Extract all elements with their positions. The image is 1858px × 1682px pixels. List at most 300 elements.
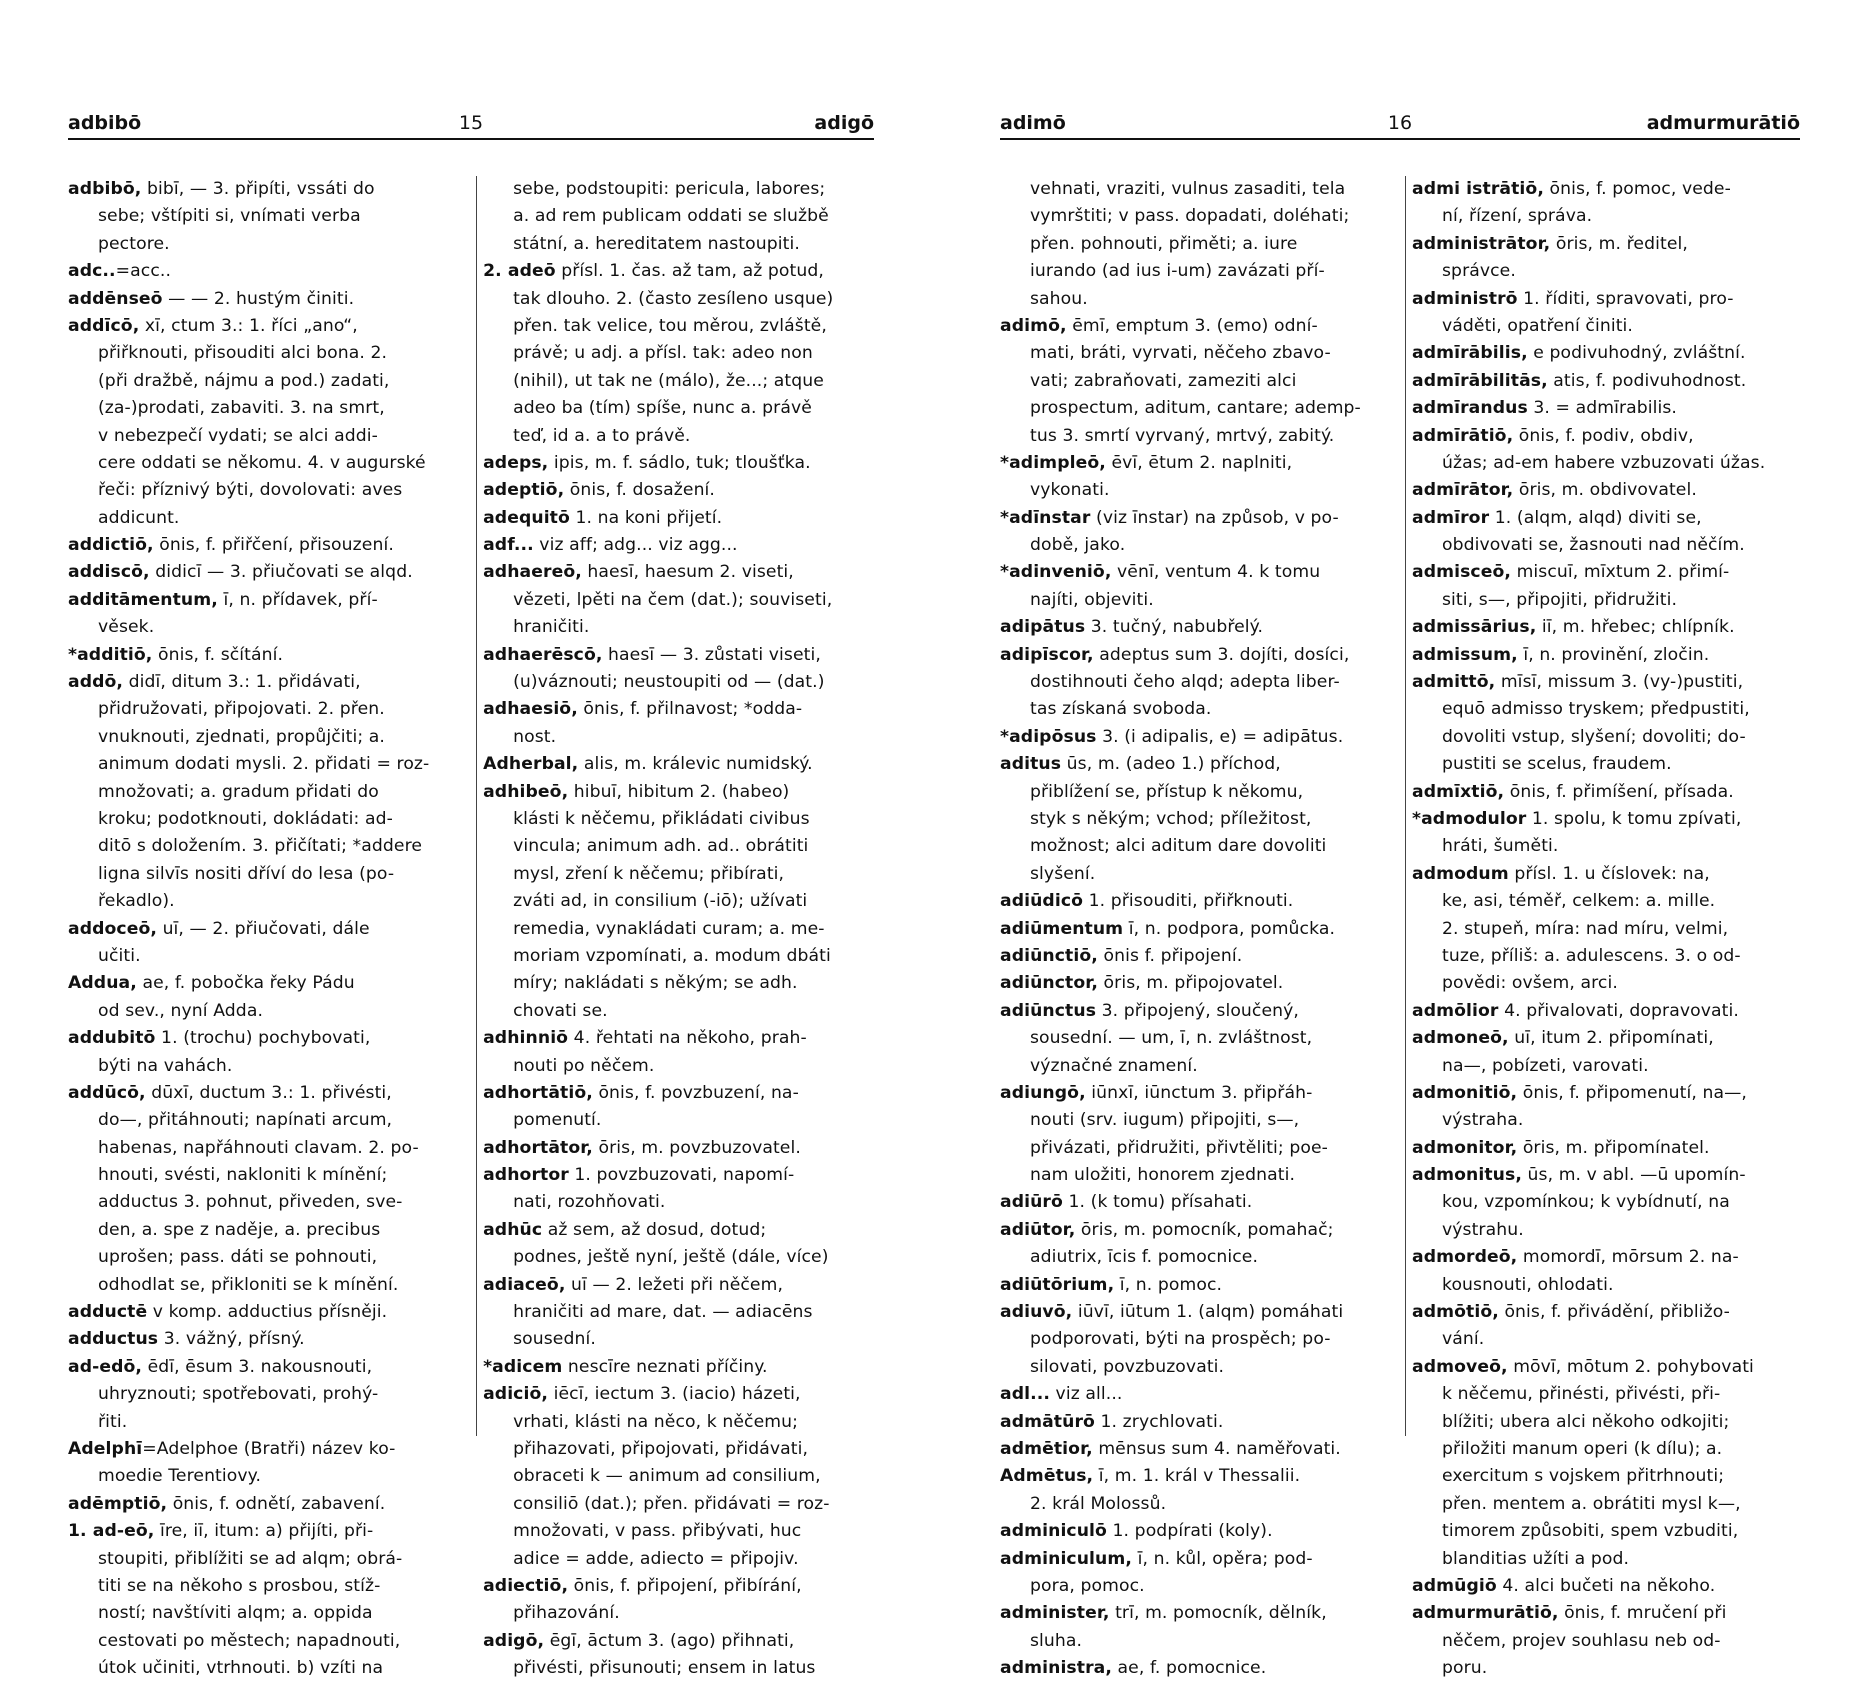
entry-text: ností; navštíviti alqm; a. oppida <box>98 1603 373 1624</box>
continuation-line <box>1000 176 1388 203</box>
dictionary-entry-line <box>1000 1217 1388 1244</box>
headword: admodum <box>1412 863 1509 884</box>
dictionary-entry-line <box>1000 614 1388 641</box>
entry-text: ae, f. pomocnice. <box>1111 1658 1267 1679</box>
continuation-line <box>1000 1025 1388 1052</box>
entry-text: iurando (ad ius i-um) zavázati pří- <box>1030 261 1325 282</box>
dictionary-entry-line <box>68 1491 459 1518</box>
dictionary-entry-line <box>1412 368 1800 395</box>
headword: adigō, <box>483 1630 545 1651</box>
entry-text: ōnis, f. přivádění, přibližo- <box>1498 1302 1730 1323</box>
headword: adf... <box>483 535 534 556</box>
entry-text: blížiti; ubera alci někoho odkojiti; <box>1442 1411 1730 1432</box>
dictionary-entry-line <box>1412 1135 1800 1162</box>
entry-text: 4. řehtati na někoho, prah- <box>568 1028 807 1049</box>
headword: admoneō, <box>1412 1028 1509 1049</box>
entry-text: nost. <box>513 726 557 747</box>
entry-text: 1. přisouditi, přiřknouti. <box>1083 891 1294 912</box>
dictionary-entry-line <box>1000 751 1388 778</box>
continuation-line <box>483 587 874 614</box>
entry-text: přidružovati, připojovati. 2. přen. <box>98 699 385 720</box>
continuation-line <box>1412 1463 1800 1490</box>
headword: *adicem <box>483 1356 563 1377</box>
continuation-line <box>483 1326 874 1353</box>
dictionary-entry-line <box>68 970 459 997</box>
continuation-line <box>483 1107 874 1134</box>
column-right <box>1412 176 1800 1682</box>
entry-text: v nebezpečí vydati; se alci addi- <box>98 425 378 446</box>
continuation-line <box>68 1053 459 1080</box>
column-divider <box>476 176 477 1436</box>
headword: *additiō, <box>68 644 153 665</box>
entry-text: ōris, m. pomocník, pomahač; <box>1075 1219 1334 1240</box>
headword: 2. adeō <box>483 261 556 282</box>
continuation-line <box>483 286 874 313</box>
entry-text: 3. tučný, nabubřelý. <box>1085 617 1264 638</box>
entry-text: habenas, napřáhnouti clavam. 2. po- <box>98 1137 419 1158</box>
entry-text: tak dlouho. 2. (často zesíleno usque) <box>513 288 834 309</box>
entry-text: době, jako. <box>1030 535 1126 556</box>
entry-text: 1. podpírati (koly). <box>1106 1521 1273 1542</box>
entry-text: ī, m. 1. král v Thessalii. <box>1093 1466 1301 1487</box>
dictionary-entry-line <box>68 313 459 340</box>
headword: adimō, <box>1000 315 1067 336</box>
entry-text: vnuknouti, zjednati, propůjčiti; a. <box>98 726 385 747</box>
entry-text: řiti. <box>98 1411 128 1432</box>
continuation-line <box>1412 970 1800 997</box>
entry-text: ditō s doložením. 3. přičítati; *addere <box>98 836 423 857</box>
entry-text: ōris, m. obdivovatel. <box>1513 480 1697 501</box>
headword: admordeō, <box>1412 1247 1518 1268</box>
entry-text: vati; zabraňovati, zameziti alci <box>1030 370 1297 391</box>
dictionary-entry-line <box>483 1217 874 1244</box>
dictionary-entry-line <box>1412 176 1800 203</box>
continuation-line <box>68 450 459 477</box>
dictionary-entry-line <box>68 532 459 559</box>
entry-text: — — 2. hustým činiti. <box>162 288 355 309</box>
headword: admissārius, <box>1412 617 1537 638</box>
continuation-line <box>483 998 874 1025</box>
continuation-line <box>68 1244 459 1271</box>
headword: administer, <box>1000 1603 1110 1624</box>
continuation-line <box>483 1463 874 1490</box>
entry-text: silovati, povzbuzovati. <box>1030 1356 1225 1377</box>
headword: addō, <box>68 672 124 693</box>
dictionary-entry-line <box>1412 1573 1800 1600</box>
headword: *adipōsus <box>1000 726 1097 747</box>
entry-text: slyšení. <box>1030 863 1096 884</box>
entry-text: ōris, m. povzbuzovatel. <box>592 1137 801 1158</box>
dictionary-entry-line <box>1000 998 1388 1025</box>
headword: admūgiō <box>1412 1575 1497 1596</box>
dictionary-entry-line <box>1412 806 1800 833</box>
entry-text: řeči: příznivý býti, dovolovati: aves <box>98 480 403 501</box>
headword: ad-edō, <box>68 1356 143 1377</box>
dictionary-entry-line <box>483 1628 874 1655</box>
continuation-line <box>1000 1135 1388 1162</box>
continuation-line <box>483 1244 874 1271</box>
headword: adbibō, <box>68 179 142 199</box>
headword: Adelphī <box>68 1438 143 1459</box>
headword: admīrābilis, <box>1412 343 1528 364</box>
entry-text: 1. (k tomu) přísahati. <box>1062 1192 1253 1213</box>
continuation-line <box>1000 1244 1388 1271</box>
entry-text: didī, ditum 3.: 1. přidávati, <box>123 672 361 693</box>
continuation-line <box>483 1189 874 1216</box>
continuation-line <box>68 998 459 1025</box>
headword: adhūc <box>483 1219 543 1240</box>
continuation-line <box>68 696 459 723</box>
headword: adiūnctiō, <box>1000 945 1098 966</box>
headword: adiūdicō <box>1000 891 1084 912</box>
entry-text: equō admisso tryskem; předpustiti, <box>1442 699 1750 720</box>
continuation-line <box>1412 943 1800 970</box>
entry-text: atis, f. podivuhodnost. <box>1547 370 1747 391</box>
entry-text: ī, n. pomoc. <box>1114 1274 1223 1295</box>
dictionary-entry-line <box>483 751 874 778</box>
entry-text: mōvī, mōtum 2. pohybovati <box>1507 1356 1754 1377</box>
continuation-line <box>68 888 459 915</box>
entry-text: vincula; animum adh. ad.. obrátiti <box>513 836 809 857</box>
entry-text: vēnī, ventum 4. k tomu <box>1111 562 1321 583</box>
entry-text: ōris, m. ředitel, <box>1550 233 1688 254</box>
entry-text: vymrštiti; v pass. dopadati, doléhati; <box>1030 206 1350 227</box>
continuation-line <box>1000 1162 1388 1189</box>
continuation-line <box>68 1217 459 1244</box>
headword: adminiculum, <box>1000 1548 1133 1569</box>
continuation-line <box>483 669 874 696</box>
entry-text: remedia, vynakládati curam; a. me- <box>513 918 825 939</box>
running-head <box>68 108 874 136</box>
dictionary-entry-line <box>68 559 459 586</box>
continuation-line <box>1412 587 1800 614</box>
headword: adminiculō <box>1000 1521 1107 1542</box>
entry-text: dūxī, ductum 3.: 1. přivésti, <box>145 1082 392 1103</box>
entry-text: ōnis, f. mručení při <box>1558 1603 1727 1624</box>
entry-text: a. ad rem publicam oddati se službě <box>513 206 829 227</box>
dictionary-entry-line <box>1000 559 1388 586</box>
entry-text: alis, m. králevic numidský. <box>578 754 813 775</box>
entry-text: přihazovati, připojovati, přidávati, <box>513 1438 809 1459</box>
entry-text: 1. na koni přijetí. <box>569 507 723 528</box>
continuation-line <box>483 833 874 860</box>
entry-text: od sev., nyní Adda. <box>98 1000 264 1021</box>
headword: adeps, <box>483 452 549 473</box>
entry-text: consiliō (dat.); přen. přidávati = roz- <box>513 1493 830 1514</box>
headword: 1. ad-eō, <box>68 1521 155 1542</box>
entry-text: množovati; a. gradum přidati do <box>98 781 379 802</box>
headword: adequitō <box>483 507 570 528</box>
entry-text: ligna silvīs nositi dříví do lesa (po- <box>98 863 395 884</box>
entry-text: hráti, šuměti. <box>1442 836 1559 857</box>
continuation-line <box>68 231 459 258</box>
headword: adhortātor, <box>483 1137 593 1158</box>
entry-text: momordī, mōrsum 2. na- <box>1517 1247 1739 1268</box>
entry-text: styk s někým; vchod; příležitost, <box>1030 808 1312 829</box>
headword: adhaesiō, <box>483 699 578 720</box>
headword: Admētus, <box>1000 1466 1094 1487</box>
continuation-line <box>68 340 459 367</box>
dictionary-entry-line <box>68 642 459 669</box>
entry-text: učiti. <box>98 945 141 966</box>
entry-text: ae, f. pobočka řeky Pádu <box>136 973 355 994</box>
dictionary-entry-line <box>1412 477 1800 504</box>
entry-text: trī, m. pomocník, dělník, <box>1109 1603 1327 1624</box>
dictionary-entry-line <box>1000 888 1388 915</box>
continuation-line <box>68 1107 459 1134</box>
entry-text: ōnis, f. sčítání. <box>152 644 284 665</box>
entry-text: ní, řízení, správa. <box>1442 206 1593 227</box>
continuation-line <box>68 1463 459 1490</box>
dictionary-entry-line <box>1000 1189 1388 1216</box>
entry-text: ī, n. přídavek, pří- <box>217 589 378 610</box>
headword: adhaereō, <box>483 562 582 583</box>
dictionary-entry-line <box>483 1080 874 1107</box>
continuation-line <box>1000 669 1388 696</box>
dictionary-entry-line <box>1000 1655 1388 1682</box>
entry-text: kousnouti, ohlodati. <box>1442 1274 1614 1295</box>
headword: admi istrātiō, <box>1412 179 1544 199</box>
entry-text: 3. připojený, sloučený, <box>1096 1000 1299 1021</box>
entry-text: 1. spolu, k tomu zpívati, <box>1526 808 1742 829</box>
headword: addīcō, <box>68 315 140 336</box>
entry-text: obdivovati se, žasnouti nad něčím. <box>1442 535 1745 556</box>
headword: *adimpleō, <box>1000 452 1106 473</box>
entry-text: přen. tak velice, tou měrou, zvláště, <box>513 315 827 336</box>
entry-text: věsek. <box>98 617 155 638</box>
entry-text: ipis, m. f. sádlo, tuk; tloušťka. <box>548 452 811 473</box>
entry-text: k něčemu, přinésti, přivésti, při- <box>1442 1384 1721 1405</box>
entry-text: výstraha. <box>1442 1110 1524 1131</box>
guide-word-first: adbibō <box>68 112 142 134</box>
entry-text: podporovati, býti na prospěch; po- <box>1030 1329 1331 1350</box>
continuation-line <box>483 614 874 641</box>
entry-text: ī, n. podpora, pomůcka. <box>1123 918 1336 939</box>
continuation-line <box>1412 751 1800 778</box>
continuation-line <box>1412 1518 1800 1545</box>
header-rule <box>68 138 874 140</box>
entry-text: dostihnouti čeho alqd; adepta liber- <box>1030 672 1340 693</box>
entry-text: možnost; alci aditum dare dovoliti <box>1030 836 1327 857</box>
dictionary-entry-line <box>1412 559 1800 586</box>
dictionary-entry-line <box>1412 1162 1800 1189</box>
entry-text: sousední. <box>513 1329 596 1350</box>
dictionary-entry-line <box>1000 1381 1388 1408</box>
continuation-line <box>68 1546 459 1573</box>
continuation-line <box>1412 1655 1800 1682</box>
entry-text: hnouti, svésti, nakloniti k mínění; <box>98 1165 388 1186</box>
entry-text: kou, vzpomínkou; k vybídnutí, na <box>1442 1192 1730 1213</box>
continuation-line <box>1000 477 1388 504</box>
continuation-line <box>1412 1217 1800 1244</box>
headword: administra, <box>1000 1658 1112 1679</box>
headword: adiectiō, <box>483 1575 569 1596</box>
entry-text: =acc.. <box>115 261 172 282</box>
continuation-line <box>483 1436 874 1463</box>
entry-text: ōnis, f. pomoc, vede- <box>1543 179 1731 199</box>
entry-text: mati, bráti, vyrvati, něčeho zbavo- <box>1030 343 1331 364</box>
entry-text: viz aff; adg... viz agg... <box>533 535 738 556</box>
headword: admisceō, <box>1412 562 1512 583</box>
continuation-line <box>1000 861 1388 888</box>
entry-text: animum dodati mysli. 2. přidati = roz- <box>98 754 430 775</box>
entry-text: hraničiti. <box>513 617 590 638</box>
dictionary-entry-line <box>1000 1518 1388 1545</box>
headword: aditus <box>1000 754 1062 775</box>
continuation-line <box>68 395 459 422</box>
headword: admīrātor, <box>1412 480 1514 501</box>
entry-text: haesī — 3. zůstati viseti, <box>602 644 821 665</box>
headword: adeptiō, <box>483 480 565 501</box>
continuation-line <box>483 724 874 751</box>
continuation-line <box>1000 286 1388 313</box>
entry-text: úžas; ad-em habere vzbuzovati úžas. <box>1442 452 1766 473</box>
headword: admonitiō, <box>1412 1082 1518 1103</box>
continuation-line <box>1000 1053 1388 1080</box>
continuation-line <box>68 1655 459 1682</box>
entry-text: iūnxī, iūnctum 3. připřáh- <box>1085 1082 1313 1103</box>
headword: adiaceō, <box>483 1274 566 1295</box>
entry-text: přiřknouti, přisouditi alci bona. 2. <box>98 343 388 364</box>
entry-text: mysl, zření k něčemu; přibírati, <box>513 863 785 884</box>
entry-text: sousední. — um, ī, n. zvláštnost, <box>1030 1028 1313 1049</box>
entry-text: moriam vzpomínati, a. modum dbáti <box>513 945 831 966</box>
continuation-line <box>1000 1107 1388 1134</box>
dictionary-entry-line <box>483 1573 874 1600</box>
entry-text: ōnis, f. připojení, přibírání, <box>568 1575 802 1596</box>
entry-text: vání. <box>1442 1329 1485 1350</box>
entry-text: výstrahu. <box>1442 1219 1524 1240</box>
continuation-line <box>483 203 874 230</box>
entry-text: bibī, — 3. připíti, vssáti do <box>141 179 375 199</box>
continuation-line <box>1000 833 1388 860</box>
entry-text: iūvī, iūtum 1. (alqm) pomáhati <box>1072 1302 1344 1323</box>
page-number: 16 <box>1387 112 1413 134</box>
entry-text: sahou. <box>1030 288 1088 309</box>
header-rule <box>1000 138 1800 140</box>
dictionary-entry-line <box>1412 231 1800 258</box>
entry-text: právě; u adj. a přísl. tak: adeo non <box>513 343 813 364</box>
entry-text: ōnis, f. podiv, obdiv, <box>1513 425 1694 446</box>
entry-text: nouti (srv. iugum) připojiti, s—, <box>1030 1110 1300 1131</box>
dictionary-entry-line <box>483 559 874 586</box>
dictionary-entry-line <box>1000 313 1388 340</box>
entry-text: 3. (i adipalis, e) = adipātus. <box>1096 726 1344 747</box>
continuation-line <box>1412 258 1800 285</box>
entry-text: ōnis, f. povzbuzení, na- <box>592 1082 799 1103</box>
entry-text: blanditias užíti a pod. <box>1442 1548 1630 1569</box>
entry-text: řekadlo). <box>98 891 175 912</box>
dictionary-entry-line <box>1412 1244 1800 1271</box>
entry-text: prospectum, aditum, cantare; ademp- <box>1030 398 1361 419</box>
dictionary-entry-line <box>1412 1354 1800 1381</box>
dictionary-entry-line <box>1412 340 1800 367</box>
continuation-line <box>1000 203 1388 230</box>
dictionary-entry-line <box>1412 286 1800 313</box>
continuation-line <box>1000 1354 1388 1381</box>
dictionary-entry-line <box>1000 642 1388 669</box>
entry-text: ēdī, ēsum 3. nakousnouti, <box>142 1356 373 1377</box>
entry-text: 1. povzbuzovati, napomí- <box>568 1165 795 1186</box>
headword: adhortor <box>483 1165 569 1186</box>
headword: admonitor, <box>1412 1137 1518 1158</box>
entry-text: do—, přitáhnouti; napínati arcum, <box>98 1110 393 1131</box>
entry-text: timorem způsobiti, spem vzbuditi, <box>1442 1521 1739 1542</box>
entry-text: odhodlat se, přikloniti se k mínění. <box>98 1274 399 1295</box>
entry-text: ke, asi, téměř, celkem: a. mille. <box>1442 891 1716 912</box>
continuation-line <box>1000 806 1388 833</box>
continuation-line <box>68 724 459 751</box>
headword: admurmurātiō, <box>1412 1603 1559 1624</box>
continuation-line <box>1412 724 1800 751</box>
continuation-line <box>1412 1326 1800 1353</box>
entry-text: 1. zrychlovati. <box>1094 1411 1224 1432</box>
entry-text: přihazování. <box>513 1603 620 1624</box>
continuation-line <box>1412 1436 1800 1463</box>
running-head <box>1000 108 1800 136</box>
continuation-line <box>1412 1107 1800 1134</box>
entry-text: přivázati, přidružiti, přivtěliti; poe- <box>1030 1137 1328 1158</box>
continuation-line <box>68 1272 459 1299</box>
headword: admoveō, <box>1412 1356 1508 1377</box>
dictionary-entry-line <box>483 1025 874 1052</box>
continuation-line <box>483 970 874 997</box>
entry-text: ūs, m. (adeo 1.) příchod, <box>1061 754 1281 775</box>
entry-text: adiutrix, īcis f. pomocnice. <box>1030 1247 1259 1268</box>
guide-word-last: adigō <box>814 112 874 134</box>
continuation-line <box>483 313 874 340</box>
entry-text: 4. alci bučeti na někoho. <box>1496 1575 1716 1596</box>
headword: administrō <box>1412 288 1518 309</box>
headword: *adīnstar <box>1000 507 1091 528</box>
continuation-line <box>68 368 459 395</box>
entry-text: 2. stupeň, míra: nad míru, velmi, <box>1442 918 1729 939</box>
entry-text: míry; nakládati s někým; se adh. <box>513 973 798 994</box>
entry-text: přen. pohnouti, přiměti; a. iure <box>1030 233 1298 254</box>
entry-text: uī, itum 2. připomínati, <box>1508 1028 1714 1049</box>
headword: admīrātiō, <box>1412 425 1514 446</box>
headword: admissum, <box>1412 644 1518 665</box>
entry-text: haesī, haesum 2. viseti, <box>581 562 794 583</box>
entry-text: =Adelphoe (Bratři) název ko- <box>142 1438 396 1459</box>
entry-text: kroku; podotknouti, dokládati: ad- <box>98 808 393 829</box>
entry-text: obraceti k — animum ad consilium, <box>513 1466 821 1487</box>
column-divider <box>1405 176 1406 1436</box>
entry-text: ōnis, f. připomenutí, na—, <box>1517 1082 1747 1103</box>
dictionary-entry-line <box>1000 724 1388 751</box>
entry-text: ōnis, f. odnětí, zabavení. <box>167 1493 386 1514</box>
headword: administrātor, <box>1412 233 1551 254</box>
entry-text: mēnsus sum 4. naměřovati. <box>1092 1438 1341 1459</box>
dictionary-entry-line <box>1000 1080 1388 1107</box>
entry-text: exercitum s vojskem přitrhnouti; <box>1442 1466 1725 1487</box>
entry-text: (při dražbě, nájmu a pod.) zadati, <box>98 370 390 391</box>
continuation-line <box>68 477 459 504</box>
dictionary-entry-line <box>68 669 459 696</box>
entry-text: 3. = admīrabilis. <box>1527 398 1677 419</box>
continuation-line <box>483 1655 874 1682</box>
headword: admīrandus <box>1412 398 1528 419</box>
dictionary-entry-line <box>1000 970 1388 997</box>
continuation-line <box>483 888 874 915</box>
entry-text: pomenutí. <box>513 1110 602 1131</box>
entry-text: mīsī, missum 3. (vy-)pustiti, <box>1495 672 1744 693</box>
continuation-line <box>483 1409 874 1436</box>
dictionary-entry-line <box>483 1135 874 1162</box>
dictionary-entry-line <box>483 1162 874 1189</box>
dictionary-entry-line <box>68 1436 459 1463</box>
headword: adductus <box>68 1329 159 1350</box>
